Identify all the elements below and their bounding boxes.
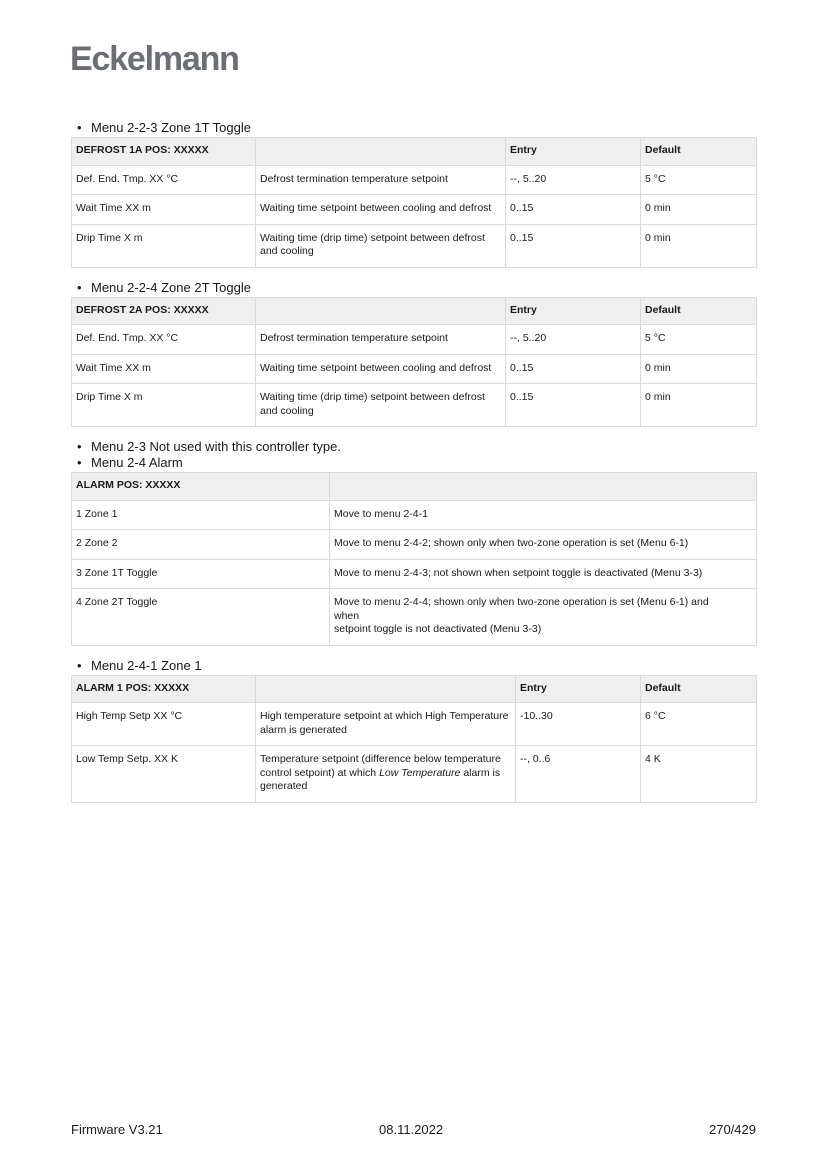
table-header-cell: Entry: [516, 675, 641, 703]
table-cell: 0 min: [641, 224, 757, 267]
alarm-1-table: [71, 675, 757, 803]
section-heading: [71, 439, 756, 455]
table-cell: 3 Zone 1T Toggle: [72, 559, 330, 589]
cell-text: setpoint toggle is not deactivated (Menu 3-3): [334, 623, 542, 635]
table-row: [72, 354, 757, 384]
table-cell: Defrost termination temperature setpoint: [256, 325, 506, 355]
table-cell: Move to menu 2-4-3; not shown when setpoint toggle is deactivated (Menu 3-3): [330, 559, 757, 589]
table-header-cell: Default: [641, 138, 757, 166]
table-cell: Waiting time setpoint between cooling and defrost: [256, 354, 506, 384]
table-cell: Drip Time X m: [72, 224, 256, 267]
cell-text: Temperature setpoint (difference below temperature control setpoint) at which: [260, 753, 501, 779]
table-cell: 2 Zone 2: [72, 530, 330, 560]
table-header-cell: Entry: [506, 297, 641, 325]
company-logo: Eckelmann: [70, 40, 239, 78]
table-cell: 5 °C: [641, 325, 757, 355]
cell-text: alarm is generated: [260, 766, 501, 792]
table-cell: 4 K: [641, 746, 757, 803]
table-header-row: [72, 297, 757, 325]
table-header-row: [72, 138, 757, 166]
table-cell: [256, 746, 516, 803]
table-cell: Waiting time setpoint between cooling and defrost: [256, 195, 506, 225]
section-heading: [71, 455, 756, 471]
cell-text-italic: Low Temperature: [379, 766, 461, 779]
table-header-row: [72, 675, 757, 703]
table-header-cell: [330, 473, 757, 501]
table-cell: Wait Time XX m: [72, 354, 256, 384]
table-row: [72, 530, 757, 560]
bullet-icon: •: [77, 439, 82, 454]
table-cell: Low Temp Setp. XX K: [72, 746, 256, 803]
table-cell: 4 Zone 2T Toggle: [72, 589, 330, 646]
alarm-table: [71, 472, 757, 646]
table-header-row: [72, 473, 757, 501]
table-row: [72, 746, 757, 803]
footer-page-number: 270/429: [709, 1122, 756, 1137]
table-row: [72, 703, 757, 746]
footer-firmware: Firmware V3.21: [71, 1122, 163, 1137]
section-title: Menu 2-4 Alarm: [91, 455, 183, 470]
bullet-icon: •: [77, 120, 82, 135]
table-cell: 5 °C: [641, 165, 757, 195]
table-row: [72, 559, 757, 589]
table-cell: Waiting time (drip time) setpoint between defrost and cooling: [256, 384, 506, 427]
table-header-cell: ALARM 1 POS: XXXXX: [72, 675, 256, 703]
table-cell: Move to menu 2-4-2; shown only when two-zone operation is set (Menu 6-1): [330, 530, 757, 560]
table-cell: 0 min: [641, 354, 757, 384]
table-row: [72, 500, 757, 530]
table-cell: 0 min: [641, 195, 757, 225]
table-cell: Wait Time XX m: [72, 195, 256, 225]
table-row: [72, 589, 757, 646]
table-row: [72, 195, 757, 225]
bullet-icon: •: [77, 279, 82, 295]
table-row: [72, 384, 757, 427]
table-cell: Waiting time (drip time) setpoint between defrost and cooling: [256, 224, 506, 267]
table-cell: Def. End. Tmp. XX °C: [72, 165, 256, 195]
bullet-icon: •: [77, 455, 82, 470]
table-header-cell: Default: [641, 675, 757, 703]
table-cell: 6 °C: [641, 703, 757, 746]
table-cell: --, 5..20: [506, 325, 641, 355]
table-cell: High temperature setpoint at which High Temperature alarm is generated: [256, 703, 516, 746]
table-header-cell: DEFROST 1A POS: XXXXX: [72, 138, 256, 166]
cell-text: when: [334, 609, 360, 622]
table-header-cell: [256, 675, 516, 703]
section-title: Menu 2-2-4 Zone 2T Toggle: [91, 279, 251, 295]
table-cell: Defrost termination temperature setpoint: [256, 165, 506, 195]
footer-date: 08.11.2022: [379, 1122, 444, 1137]
table-cell: High Temp Setp XX °C: [72, 703, 256, 746]
table-row: [72, 325, 757, 355]
section-heading: [71, 280, 756, 296]
table-header-cell: [256, 297, 506, 325]
table-header-cell: Default: [641, 297, 757, 325]
table-cell: 0 min: [641, 384, 757, 427]
cell-text: Move to menu 2-4-4; shown only when two-zone operation is set (Menu 6-1) and: [334, 596, 709, 608]
table-header-cell: DEFROST 2A POS: XXXXX: [72, 297, 256, 325]
table-cell: --, 5..20: [506, 165, 641, 195]
defrost-2a-table: [71, 297, 757, 428]
section-title: Menu 2-2-3 Zone 1T Toggle: [91, 120, 251, 135]
table-cell: 0..15: [506, 224, 641, 267]
table-cell: Move to menu 2-4-1: [330, 500, 757, 530]
bullet-icon: •: [77, 657, 82, 673]
table-cell: [330, 589, 757, 646]
table-cell: 0..15: [506, 195, 641, 225]
table-cell: -10..30: [516, 703, 641, 746]
table-cell: Def. End. Tmp. XX °C: [72, 325, 256, 355]
section-title: Menu 2-3 Not used with this controller type.: [91, 439, 342, 454]
table-header-cell: Entry: [506, 138, 641, 166]
table-header-cell: ALARM POS: XXXXX: [72, 473, 330, 501]
section-heading: [71, 120, 756, 136]
defrost-1a-table: [71, 137, 757, 268]
section-title: Menu 2-4-1 Zone 1: [91, 657, 202, 673]
table-row: [72, 224, 757, 267]
table-cell: 0..15: [506, 354, 641, 384]
page-content: [71, 120, 756, 815]
table-row: [72, 165, 757, 195]
table-cell: --, 0..6: [516, 746, 641, 803]
section-heading: [71, 658, 756, 674]
table-header-cell: [256, 138, 506, 166]
table-cell: Drip Time X m: [72, 384, 256, 427]
table-cell: 1 Zone 1: [72, 500, 330, 530]
table-cell: 0..15: [506, 384, 641, 427]
